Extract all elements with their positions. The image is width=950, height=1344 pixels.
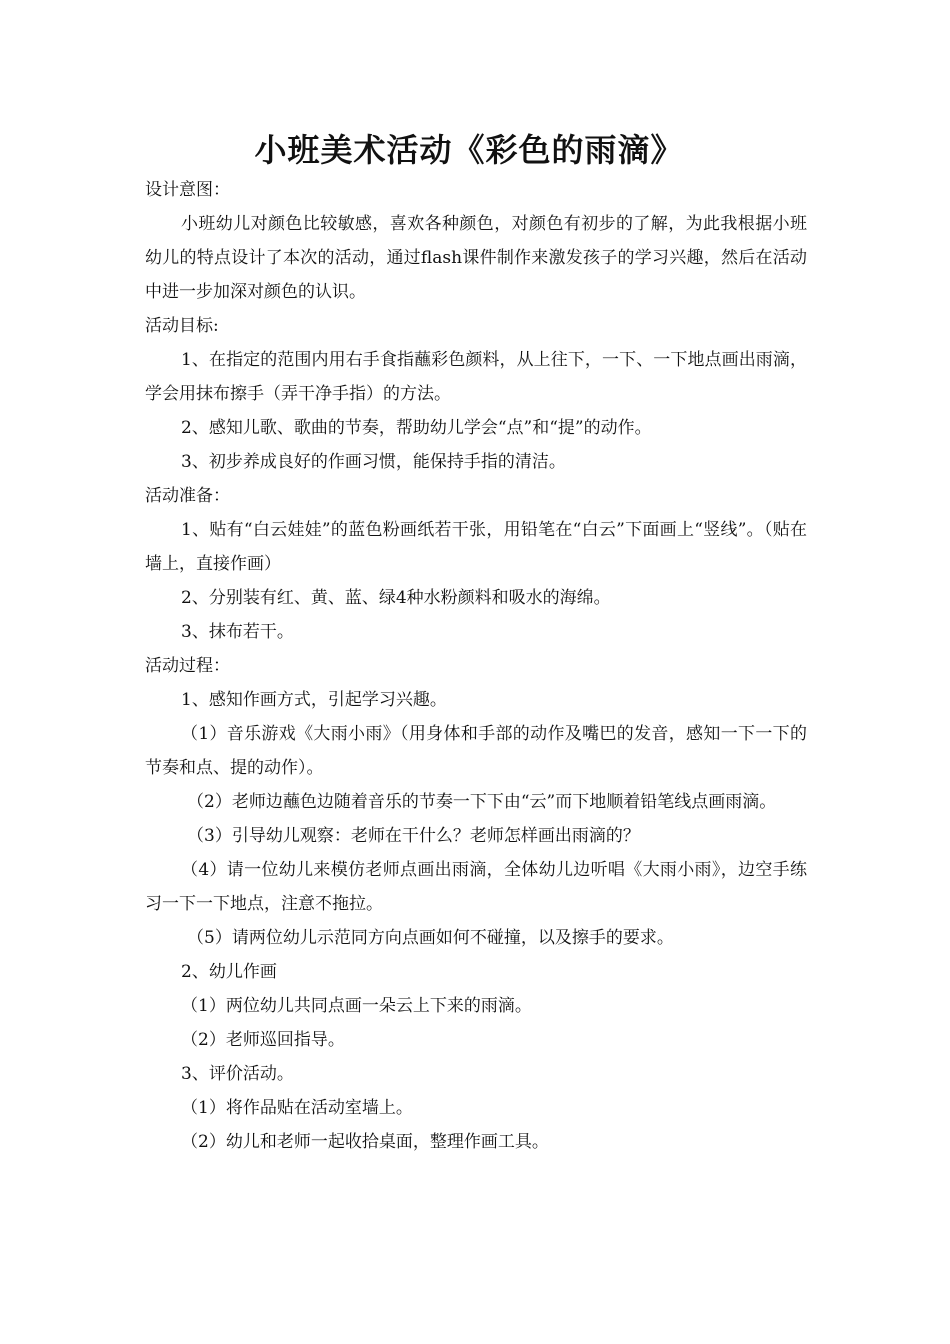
paragraph: 小班幼儿对颜色比较敏感，喜欢各种颜色，对颜色有初步的了解，为此我根据小班幼儿的特点设计了本次的活动，通过flash课件制作来激发孩子的学习兴趣，然后在活动中进一步加深对颜色的认识。 (145, 214, 807, 302)
paragraph: 1、贴有“白云娃娃”的蓝色粉画纸若干张，用铅笔在“白云”下面画上“竖线”。（贴在墙上，直接作画） (145, 520, 807, 574)
paragraph: （2）老师边蘸色边随着音乐的节奏一下下由“云”而下地顺着铅笔线点画雨滴。 (187, 792, 777, 812)
paragraph: 1、感知作画方式，引起学习兴趣。 (181, 690, 447, 710)
paragraph: （1）音乐游戏《大雨小雨》（用身体和手部的动作及嘴巴的发音，感知一下一下的节奏和点、提的动作）。 (145, 724, 807, 778)
paragraph: 2、感知儿歌、歌曲的节奏，帮助幼儿学会“点”和“提”的动作。 (181, 418, 652, 438)
section-heading-goals: 活动目标: (145, 316, 219, 336)
section-heading-preparation: 活动准备： (145, 486, 230, 506)
paragraph: （4）请一位幼儿来模仿老师点画出雨滴，全体幼儿边听唱《大雨小雨》，边空手练习一下一下地点，注意不拖拉。 (145, 860, 807, 914)
paragraph: （2）老师巡回指导。 (181, 1030, 345, 1050)
document-title: 小班美术活动《彩色的雨滴》 (254, 131, 684, 169)
paragraph: 3、抹布若干。 (181, 622, 294, 642)
paragraph: （1）将作品贴在活动室墙上。 (181, 1098, 413, 1118)
paragraph: 2、幼儿作画 (181, 962, 277, 982)
paragraph: （3）引导幼儿观察：老师在干什么？老师怎样画出雨滴的？ (187, 826, 640, 846)
paragraph: 2、分别装有红、黄、蓝、绿4种水粉颜料和吸水的海绵。 (181, 588, 611, 608)
paragraph: （5）请两位幼儿示范同方向点画如何不碰撞，以及擦手的要求。 (187, 928, 674, 948)
paragraph: 1、在指定的范围内用右手食指蘸彩色颜料，从上往下，一下、一下地点画出雨滴，学会用抹布擦手（弄干净手指）的方法。 (145, 350, 807, 404)
paragraph: （2）幼儿和老师一起收拾桌面，整理作画工具。 (181, 1132, 549, 1152)
section-heading-design-intent: 设计意图： (145, 180, 230, 200)
section-heading-process: 活动过程： (145, 656, 230, 676)
document-body (145, 173, 807, 1159)
paragraph: 3、评价活动。 (181, 1064, 294, 1084)
paragraph: （1）两位幼儿共同点画一朵云上下来的雨滴。 (181, 996, 532, 1016)
paragraph: 3、初步养成良好的作画习惯，能保持手指的清洁。 (181, 452, 566, 472)
